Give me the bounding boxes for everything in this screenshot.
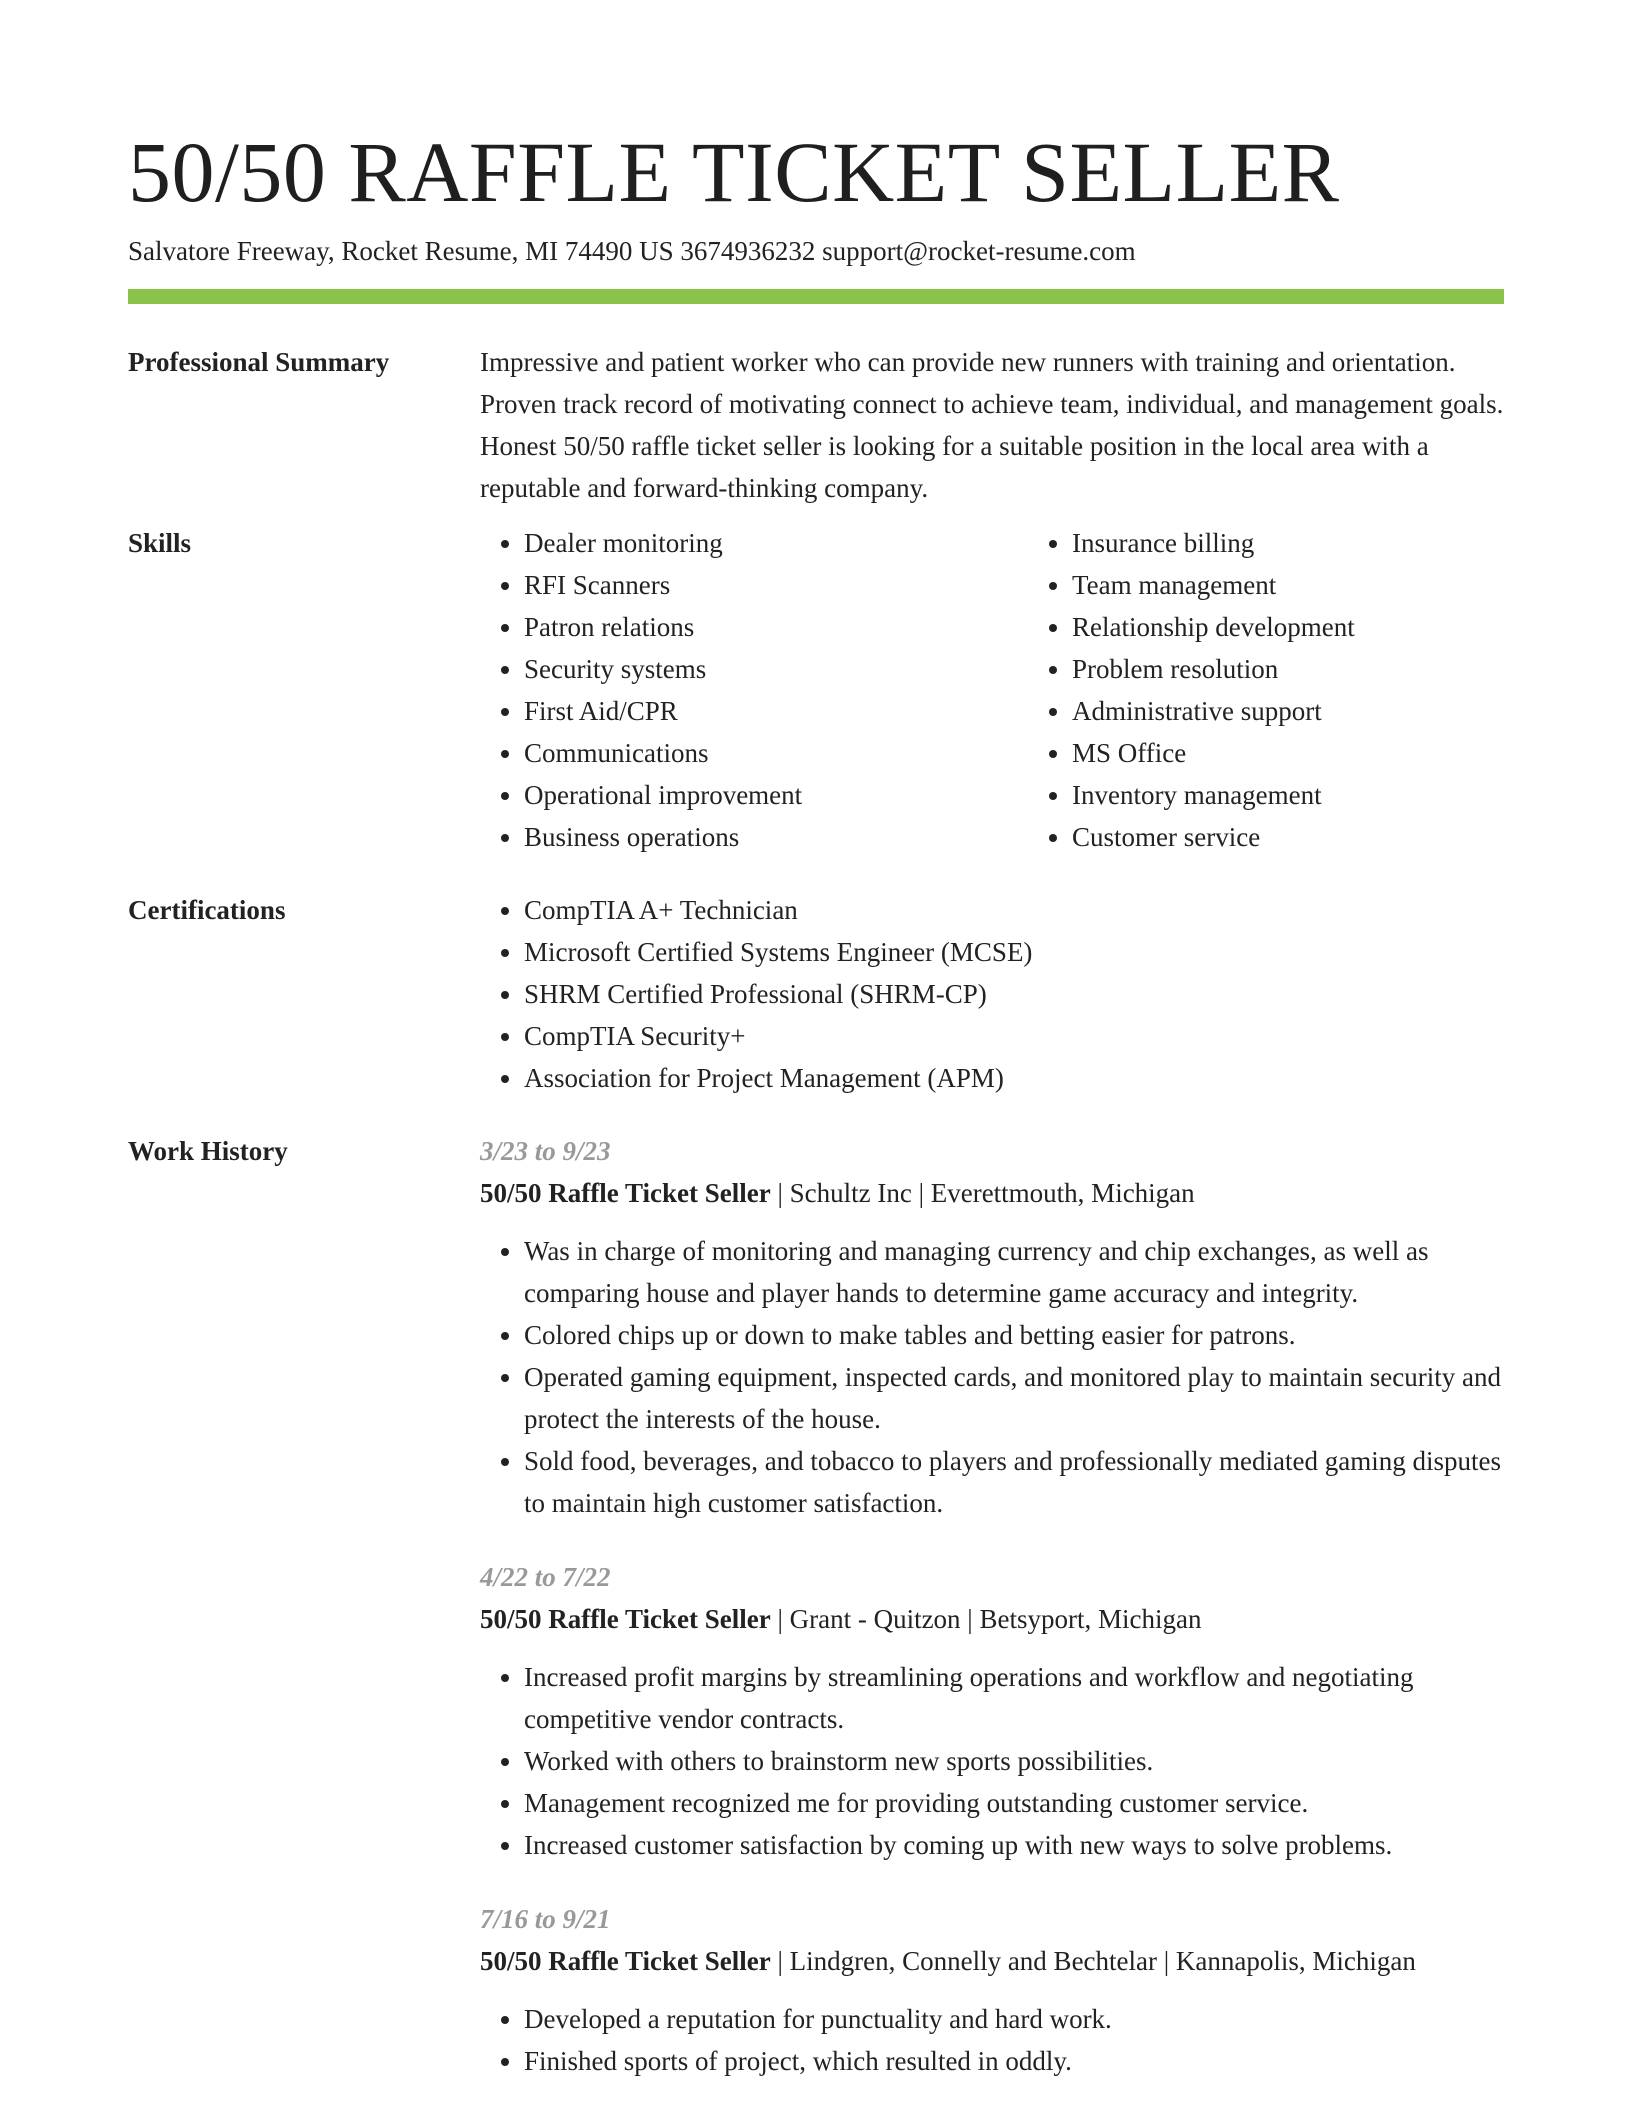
job-dates: 7/16 to 9/21 [480, 1904, 611, 1934]
job-company-location: | Lindgren, Connelly and Bechtelar | Kannapolis, Michigan [770, 1946, 1416, 1976]
list-item: • Security systems [524, 648, 1028, 690]
list-item: • Patron relations [524, 606, 1028, 648]
accent-divider [128, 289, 1504, 304]
summary-text: Impressive and patient worker who can provide new runners with training and orientation. Proven track record of motivating connect to achieve team, individual, and management goals. Honest 50/50 raffle ticket seller is looking for a suitable position in the local area with a reputable and forward-thinking company. [480, 347, 1504, 503]
summary-section [128, 341, 1504, 509]
list-item: • Operated gaming equipment, inspected cards, and monitored play to maintain security and protect the interests of the house. [524, 1356, 1504, 1440]
work-history-label: Work History [128, 1136, 288, 1166]
job-title: 50/50 Raffle Ticket Seller [480, 1946, 771, 1976]
list-item: • Finished sports of project, which resulted in oddly. [524, 2040, 1504, 2082]
job-dates: 3/23 to 9/23 [480, 1136, 611, 1166]
list-item: • Association for Project Management (APM) [524, 1057, 1504, 1099]
job-heading [480, 1598, 1504, 1640]
list-item: • Problem resolution [1072, 648, 1576, 690]
resume-title: 50/50 RAFFLE TICKET SELLER [128, 124, 1340, 220]
list-item: • Insurance billing [1072, 522, 1576, 564]
job-bullets [480, 1230, 1504, 1524]
resume-page [128, 120, 1504, 2082]
certifications-section [128, 889, 1504, 1099]
skills-list-right [1028, 522, 1576, 858]
certifications-label: Certifications [128, 895, 286, 925]
job-entry [480, 1898, 1504, 2082]
job-heading [480, 1172, 1504, 1214]
list-item: • CompTIA A+ Technician [524, 889, 1504, 931]
job-entry [480, 1556, 1504, 1866]
job-title: 50/50 Raffle Ticket Seller [480, 1178, 771, 1208]
list-item: • Team management [1072, 564, 1576, 606]
list-item: • Inventory management [1072, 774, 1576, 816]
job-company-location: | Grant - Quitzon | Betsyport, Michigan [770, 1604, 1202, 1634]
list-item: • Was in charge of monitoring and managing currency and chip exchanges, as well as comparing house and player hands to determine game accuracy and integrity. [524, 1230, 1504, 1314]
list-item: • Increased profit margins by streamlining operations and workflow and negotiating competitive vendor contracts. [524, 1656, 1504, 1740]
list-item: • Sold food, beverages, and tobacco to players and professionally mediated gaming disputes to maintain high customer satisfaction. [524, 1440, 1504, 1524]
job-heading [480, 1940, 1504, 1982]
list-item: • Operational improvement [524, 774, 1028, 816]
list-item: • RFI Scanners [524, 564, 1028, 606]
list-item: • CompTIA Security+ [524, 1015, 1504, 1057]
summary-label: Professional Summary [128, 347, 390, 377]
list-item: • Microsoft Certified Systems Engineer (MCSE) [524, 931, 1504, 973]
list-item: • First Aid/CPR [524, 690, 1028, 732]
skills-list-left [480, 522, 1028, 858]
work-history-section [128, 1130, 1504, 2082]
list-item: • Relationship development [1072, 606, 1576, 648]
job-company-location: | Schultz Inc | Everettmouth, Michigan [770, 1178, 1195, 1208]
job-entry [480, 1130, 1504, 1524]
list-item: • Colored chips up or down to make tables and betting easier for patrons. [524, 1314, 1504, 1356]
certifications-list [480, 889, 1504, 1099]
list-item: • Developed a reputation for punctuality and hard work. [524, 1998, 1504, 2040]
contact-line: Salvatore Freeway, Rocket Resume, MI 74490 US 3674936232 support@rocket-resume.com [128, 236, 1136, 266]
job-bullets [480, 1656, 1504, 1866]
list-item: • Dealer monitoring [524, 522, 1028, 564]
job-dates: 4/22 to 7/22 [480, 1562, 611, 1592]
list-item: • Business operations [524, 816, 1028, 858]
skills-label: Skills [128, 528, 192, 558]
list-item: • Communications [524, 732, 1028, 774]
list-item: • SHRM Certified Professional (SHRM-CP) [524, 973, 1504, 1015]
list-item: • Administrative support [1072, 690, 1576, 732]
list-item: • Management recognized me for providing outstanding customer service. [524, 1782, 1504, 1824]
list-item: • MS Office [1072, 732, 1576, 774]
job-bullets [480, 1998, 1504, 2082]
list-item: • Increased customer satisfaction by coming up with new ways to solve problems. [524, 1824, 1504, 1866]
skills-section [128, 522, 1504, 858]
list-item: • Customer service [1072, 816, 1576, 858]
list-item: • Worked with others to brainstorm new sports possibilities. [524, 1740, 1504, 1782]
job-title: 50/50 Raffle Ticket Seller [480, 1604, 771, 1634]
